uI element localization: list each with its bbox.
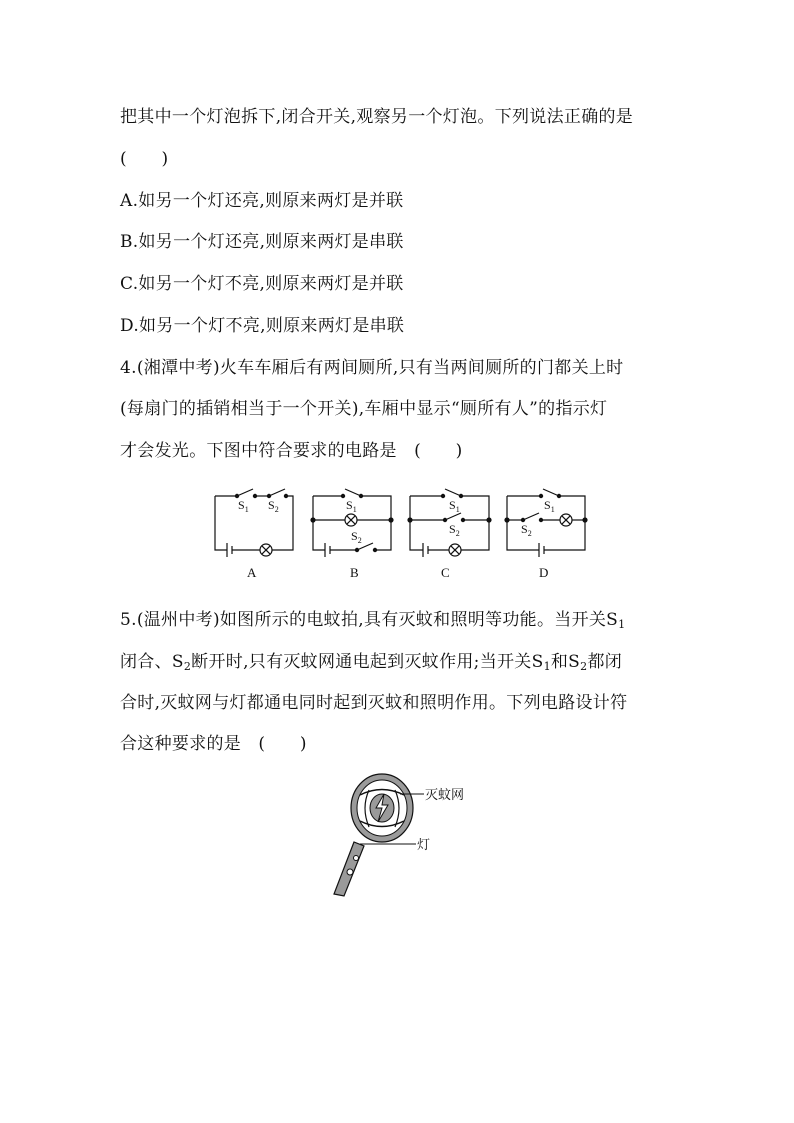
circuit-a <box>215 489 293 557</box>
c-s2-label: $S_2$ <box>449 522 460 538</box>
q4-stem-line-2: (每扇门的插销相当于一个开关),车厢中显示“厕所有人”的指示灯 <box>120 399 608 419</box>
a-s2-label: $S_2$ <box>268 498 279 514</box>
b-s2-label: $S_2$ <box>351 529 362 545</box>
caption-c: C <box>441 565 450 580</box>
mosquito-swatter-figure <box>320 770 480 900</box>
q5-stem-line-1: 5.(温州中考)如图所示的电蚊拍,具有灭蚊和照明等功能。当开关$S_1$ <box>120 610 626 631</box>
q5-stem-line-2: 闭合、$S_2$断开时,只有灭蚊网通电起到灭蚊作用;当开关$S_1$和$S_2$都闭 <box>120 652 623 673</box>
q5-stem-line-4: 合这种要求的是 ( ) <box>120 734 307 754</box>
caption-d: D <box>539 565 549 580</box>
a-s1-label: $S_1$ <box>238 498 249 514</box>
d-s2-label: $S_2$ <box>521 522 532 538</box>
q4-stem-line-3: 才会发光。下图中符合要求的电路是 ( ) <box>120 441 463 461</box>
c-s1-label: $S_1$ <box>449 498 460 514</box>
q3-stem-line: 把其中一个灯泡拆下,闭合开关,观察另一个灯泡。下列说法正确的是 <box>120 107 634 127</box>
d-s1-label: $S_1$ <box>544 498 555 514</box>
q3-option-a: A.如另一个灯还亮,则原来两灯是并联 <box>120 191 404 211</box>
q3-option-b: B.如另一个灯还亮,则原来两灯是串联 <box>120 232 404 252</box>
label-mosquito-net: 灭蚊网 <box>425 787 465 802</box>
q3-option-c: C.如另一个灯不亮,则原来两灯是并联 <box>120 274 404 294</box>
label-lamp: 灯 <box>417 837 431 852</box>
caption-b: B <box>350 565 359 580</box>
q4-stem-line-1: 4.(湘潭中考)火车车厢后有两间厕所,只有当两间厕所的门都关上时 <box>120 358 624 378</box>
b-s1-label: $S_1$ <box>346 498 357 514</box>
q3-option-d: D.如另一个灯不亮,则原来两灯是串联 <box>120 316 405 336</box>
q4-circuit-figure <box>205 480 605 582</box>
q5-stem-line-3: 合时,灭蚊网与灯都通电同时起到灭蚊和照明作用。下列电路设计符 <box>120 693 628 713</box>
q3-answer-paren: ( ) <box>120 149 169 169</box>
caption-a: A <box>247 565 257 580</box>
